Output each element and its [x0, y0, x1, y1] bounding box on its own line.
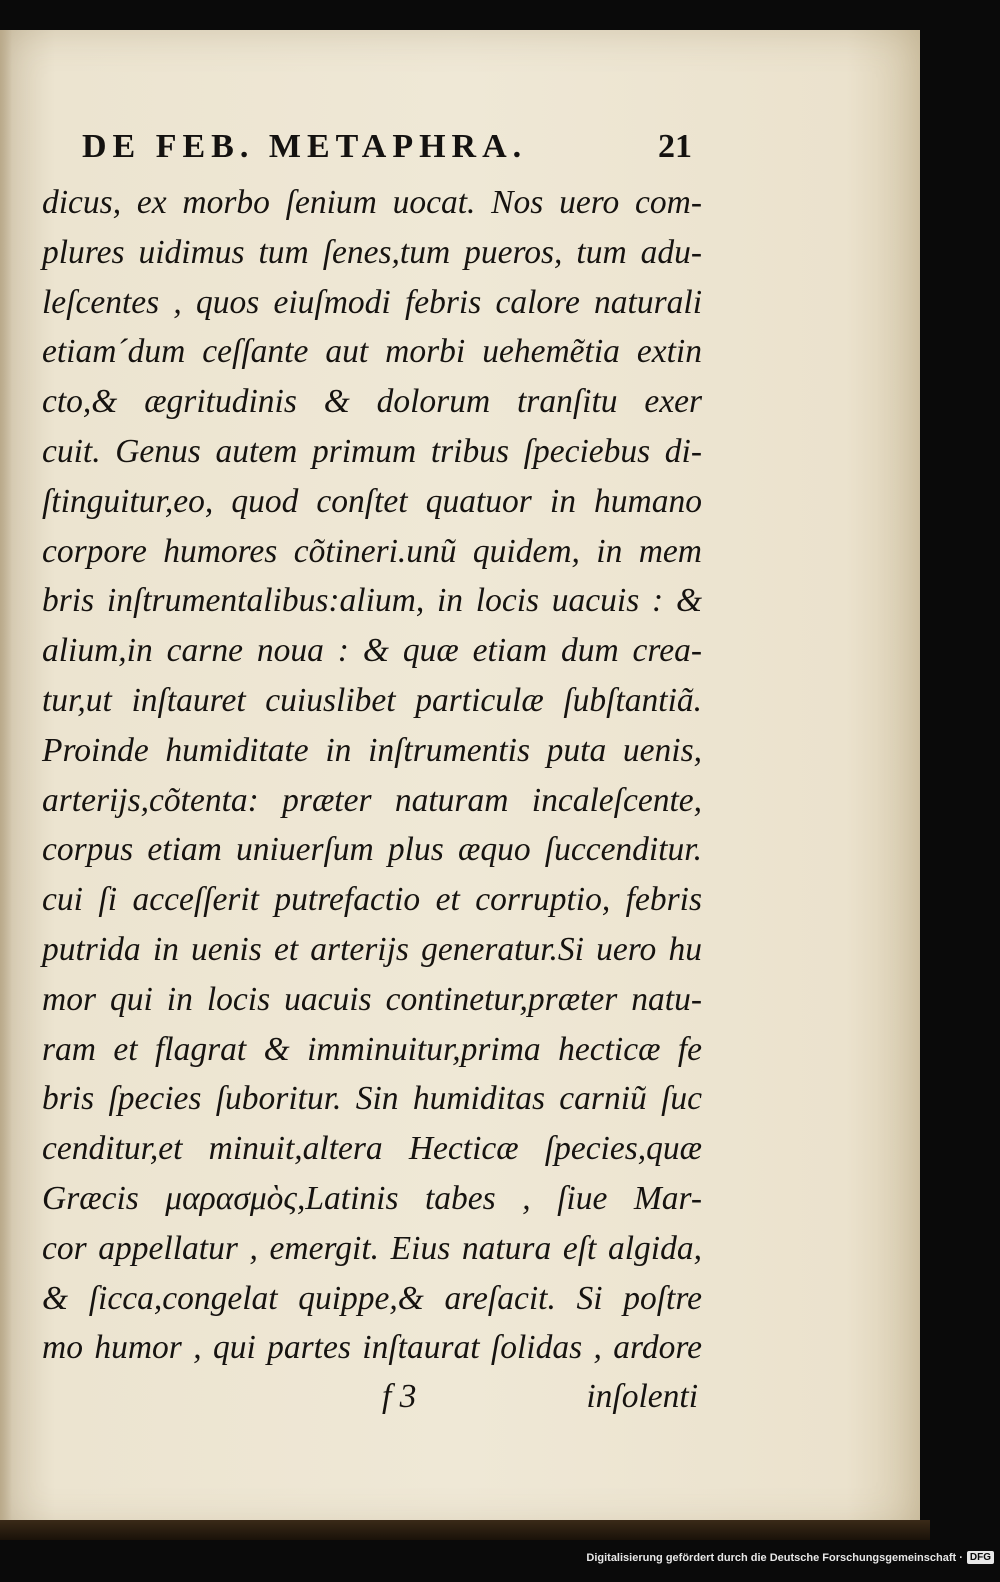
text-line: plures uidimus tum ſenes,tum pueros, tum adu- — [42, 233, 702, 271]
page-gutter — [0, 30, 12, 1530]
digitization-credit — [586, 1551, 994, 1564]
text-line: putrida in uenis et arterijs generatur.Si uero hu — [42, 930, 702, 968]
body-text — [42, 178, 702, 1373]
text-line: & ſicca,congelat quippe,& areſacit. Si poſtre — [42, 1279, 702, 1317]
folio-number: 21 — [658, 128, 692, 165]
text-line: ram et flagrat & imminuitur,prima hecticæ fe — [42, 1030, 702, 1068]
text-line: mor qui in locis uacuis continetur,præter natu- — [42, 980, 702, 1018]
text-line: ſtinguitur,eo, quod conſtet quatuor in humano — [42, 482, 702, 520]
text-line: cto,& ægritudinis & dolorum tranſitu exer — [42, 383, 702, 421]
text-line: alium,in carne noua : & quæ etiam dum crea- — [42, 632, 702, 670]
text-line: cui ſi acceſſerit putrefactio et corruptio, febris — [42, 881, 702, 919]
catchword: inſolenti — [586, 1378, 698, 1415]
text-line: bris inſtrumentalibus:alium, in locis uacuis : & — [42, 582, 702, 620]
text-line: Græcis μαρασμὸς,Latinis tabes , ſiue Mar- — [42, 1179, 702, 1217]
text-line: mo humor , qui partes inſtaurat ſolidas , ardore — [42, 1329, 702, 1367]
running-title: DE FEB. METAPHRA. — [82, 128, 528, 165]
text-line: cor appellatur , emergit. Eius natura eſt algida, — [42, 1229, 702, 1267]
page-footer — [42, 1378, 702, 1428]
running-head — [82, 128, 692, 166]
text-line: bris ſpecies ſuboritur. Sin humiditas carniũ ſuc — [42, 1080, 702, 1118]
page-bottom-edge — [0, 1520, 930, 1540]
text-line: dicus, ex morbo ſenium uocat. Nos uero com- — [42, 184, 702, 221]
dfg-logo: DFG — [967, 1551, 994, 1564]
text-line: corpore humores cõtineri.unũ quidem, in mem — [42, 532, 702, 570]
text-line: arterijs,cõtenta: præter naturam incaleſcente, — [42, 781, 702, 819]
text-line: Proinde humiditate in inſtrumentis puta uenis, — [42, 731, 702, 769]
signature-mark: f 3 — [382, 1378, 417, 1415]
text-line: tur,ut inſtauret cuiuslibet particulæ ſubſtantiã. — [42, 681, 702, 719]
text-line: corpus etiam uniuerſum plus æquo ſuccenditur. — [42, 831, 702, 869]
text-line: cuit. Genus autem primum tribus ſpeciebus di- — [42, 432, 702, 470]
credit-text: Digitalisierung gefördert durch die Deutsche Forschungsgemeinschaft · — [586, 1551, 963, 1564]
text-line: leſcentes , quos eiuſmodi febris calore naturali — [42, 283, 702, 321]
text-line: cenditur,et minuit,altera Hecticæ ſpecies,quæ — [42, 1130, 702, 1168]
text-line: etiam´dum ceſſante aut morbi uehemẽtia extin — [42, 333, 702, 371]
